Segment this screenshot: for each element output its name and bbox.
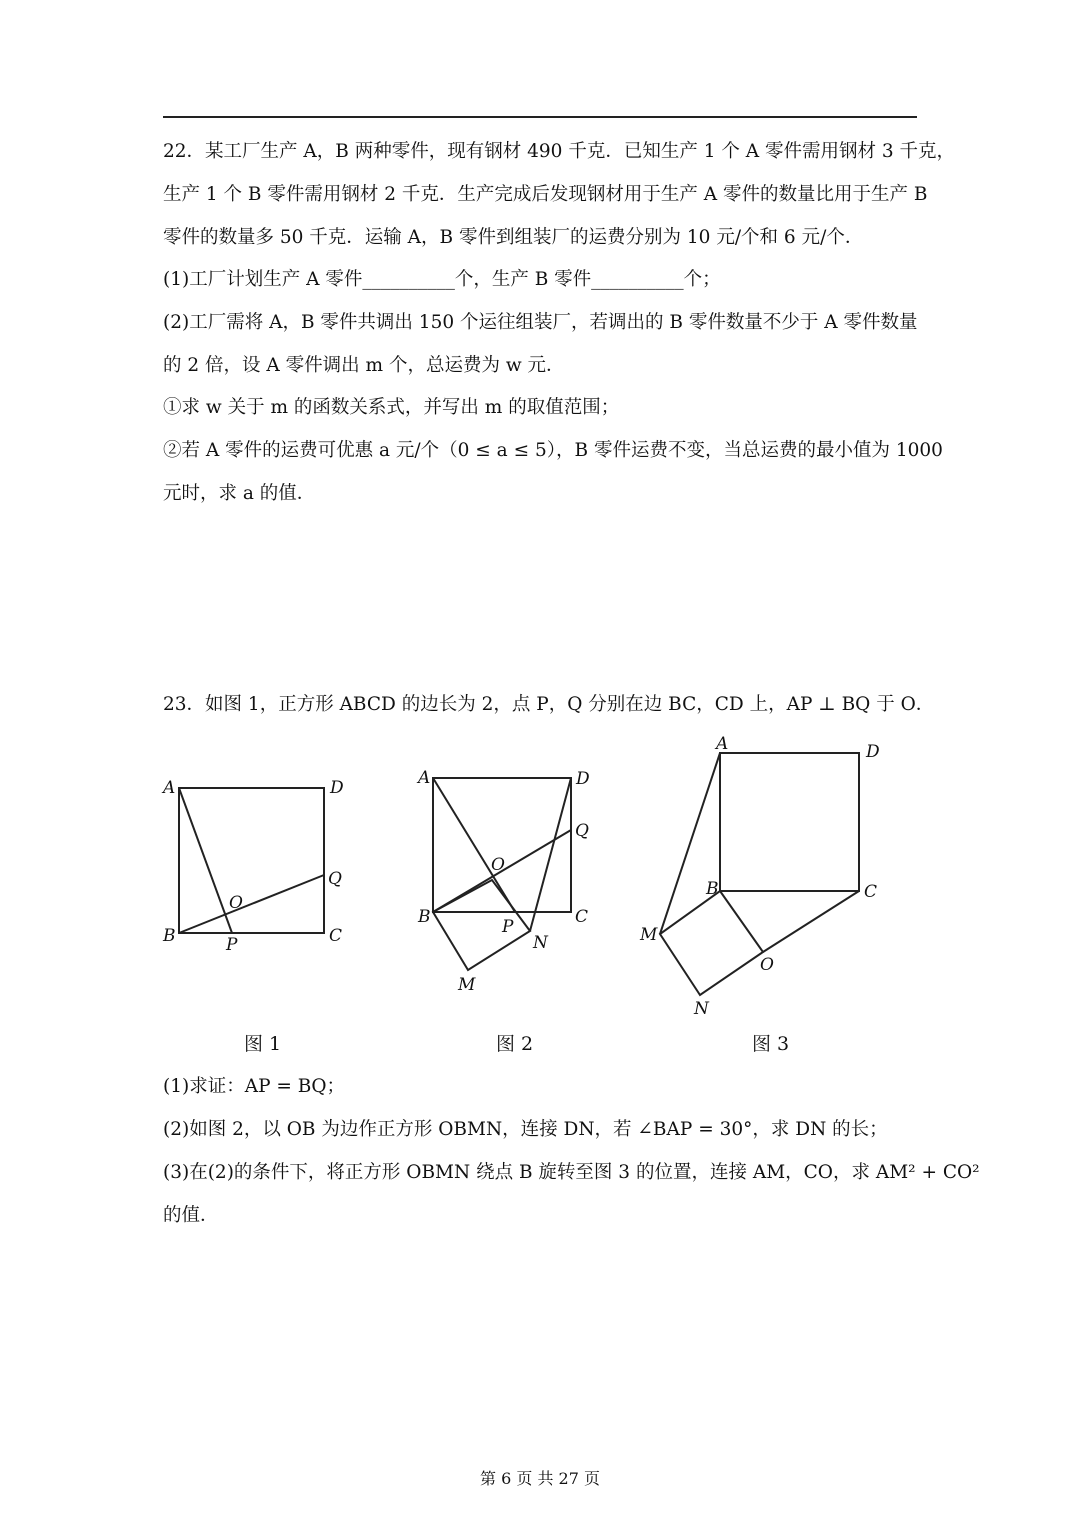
label-c: C	[329, 926, 343, 946]
q22-line: 的 2 倍，设 A 零件调出 m 个，总运费为 w 元．	[163, 355, 565, 376]
q22-subpart-1: ①求 w 关于 m 的函数关系式，并写出 m 的取值范围；	[163, 397, 620, 418]
q22-line: 零件的数量多 50 千克．运输 A，B 零件到组装厂的运费分别为 10 元/个和 6 元/个．	[163, 227, 864, 248]
square-obmn	[660, 891, 763, 995]
label-d: D	[866, 742, 880, 762]
label-q: Q	[575, 821, 589, 841]
label-n: N	[533, 933, 548, 953]
label-a: A	[163, 778, 176, 798]
segment-co	[763, 891, 859, 952]
page-footer: 第 6 页 共 27 页	[480, 1469, 600, 1488]
q23-part-3-cont: 的值．	[163, 1205, 219, 1226]
label-m: M	[458, 975, 476, 995]
label-a: A	[716, 734, 729, 754]
label-p: P	[226, 935, 238, 955]
label-d: D	[330, 778, 344, 798]
figure-2-caption: 图 2	[496, 1033, 534, 1055]
figure-3-caption: 图 3	[752, 1033, 790, 1055]
q22-part-2: (2)工厂需将 A，B 零件共调出 150 个运往组装厂，若调出的 B 零件数量不少于 A 零件数量	[163, 312, 918, 333]
label-o: O	[760, 955, 774, 975]
q23-part-3: (3)在(2)的条件下，将正方形 OBMN 绕点 B 旋转至图 3 的位置，连接 AM，CO，求 AM² + CO²	[163, 1162, 980, 1183]
label-b: B	[418, 907, 431, 927]
label-b: B	[163, 926, 176, 946]
q22-line: 22．某工厂生产 A，B 两种零件，现有钢材 490 千克．已知生产 1 个 A 零件需用钢材 3 千克，	[163, 141, 956, 162]
label-d: D	[576, 769, 590, 789]
figure-1-caption: 图 1	[244, 1033, 282, 1055]
square-abcd	[720, 753, 859, 891]
label-p: P	[502, 917, 514, 937]
q22-line: 生产 1 个 B 零件需用钢材 2 千克．生产完成后发现钢材用于生产 A 零件的数量比用于生产 B	[163, 184, 928, 205]
label-q: Q	[328, 869, 342, 889]
q23-part-1: (1)求证：AP = BQ；	[163, 1076, 346, 1097]
label-c: C	[575, 907, 589, 927]
segment-am	[660, 753, 720, 934]
q23-part-2: (2)如图 2，以 OB 为边作正方形 OBMN，连接 DN，若 ∠BAP = 30°，求 DN 的长；	[163, 1119, 888, 1140]
label-a: A	[418, 768, 431, 788]
q23-intro: 23．如图 1，正方形 ABCD 的边长为 2，点 P，Q 分别在边 BC，CD 上，AP ⊥ BQ 于 O．	[163, 694, 935, 715]
label-o: O	[229, 893, 243, 913]
label-b: B	[706, 879, 719, 899]
label-o: O	[491, 855, 505, 875]
q22-part-1: (1)工厂计划生产 A 零件__________个，生产 B 零件__________个；	[163, 269, 721, 290]
q22-line: 元时，求 a 的值．	[163, 483, 316, 504]
label-n: N	[694, 999, 709, 1019]
label-m: M	[640, 925, 658, 945]
q22-subpart-2: ②若 A 零件的运费可优惠 a 元/个（0 ≤ a ≤ 5），B 零件运费不变，当总运费的最小值为 1000	[163, 440, 943, 461]
label-c: C	[864, 882, 878, 902]
